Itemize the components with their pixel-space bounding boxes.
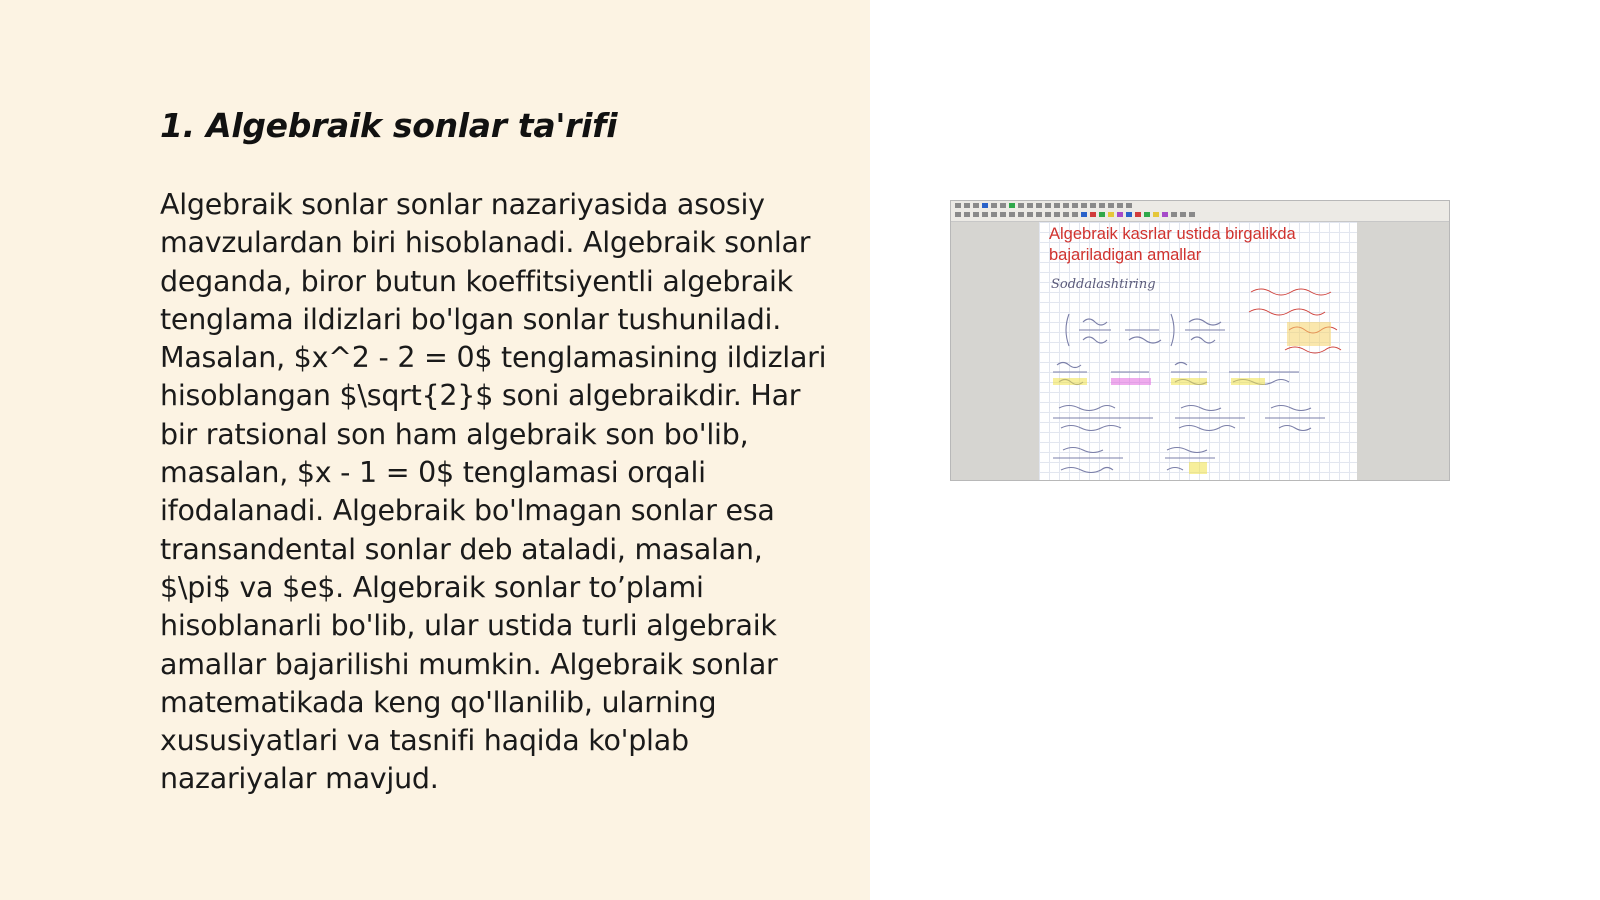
handwritten-math-scribbles: [1039, 222, 1359, 481]
embedded-screenshot: [950, 200, 1450, 481]
embedded-left-margin: [951, 222, 1039, 481]
toolbar-icons-row-1: [955, 203, 1132, 209]
embedded-toolbar: [951, 201, 1449, 222]
embedded-right-margin: [1357, 222, 1449, 481]
toolbar-icons-row-2: [955, 212, 1195, 218]
slide-title: 1. Algebraik sonlar ta'rifi: [160, 106, 618, 145]
embedded-handwritten-label: Soddalashtiring: [1051, 277, 1156, 292]
embedded-grid-page: [1039, 222, 1359, 481]
slide-body-text: Algebraik sonlar sonlar nazariyasida asosiy mavzulardan biri hisoblanadi. Algebraik sonlar deganda, biror butun koeffitsiyentli algebraik tenglama ildizlari bo'lgan sonlar tushuniladi. Masalan, $x^2 - 2 = 0$ tenglamasining ildizlari hisoblangan $\sqrt{2}$ soni algebraikdir. Har bir ratsional son ham algebraik son bo'lib, masalan, $x - 1 = 0$ tenglamasi orqali ifodalanadi. Algebraik bo'lmagan sonlar esa transandental sonlar deb ataladi, masalan, $\pi$ va $e$. Algebraik sonlar to’plami hisoblanarli bo'lib, ular ustida turli algebraik amallar bajarilishi mumkin. Algebraik sonlar matematikada keng qo'llanilib, ularning xususiyatlari va tasnifi haqida ko'plab nazariyalar mavjud.: [160, 188, 827, 796]
embedded-heading: Algebraik kasrlar ustida birgalikda bajariladigan amallar: [1049, 225, 1296, 264]
